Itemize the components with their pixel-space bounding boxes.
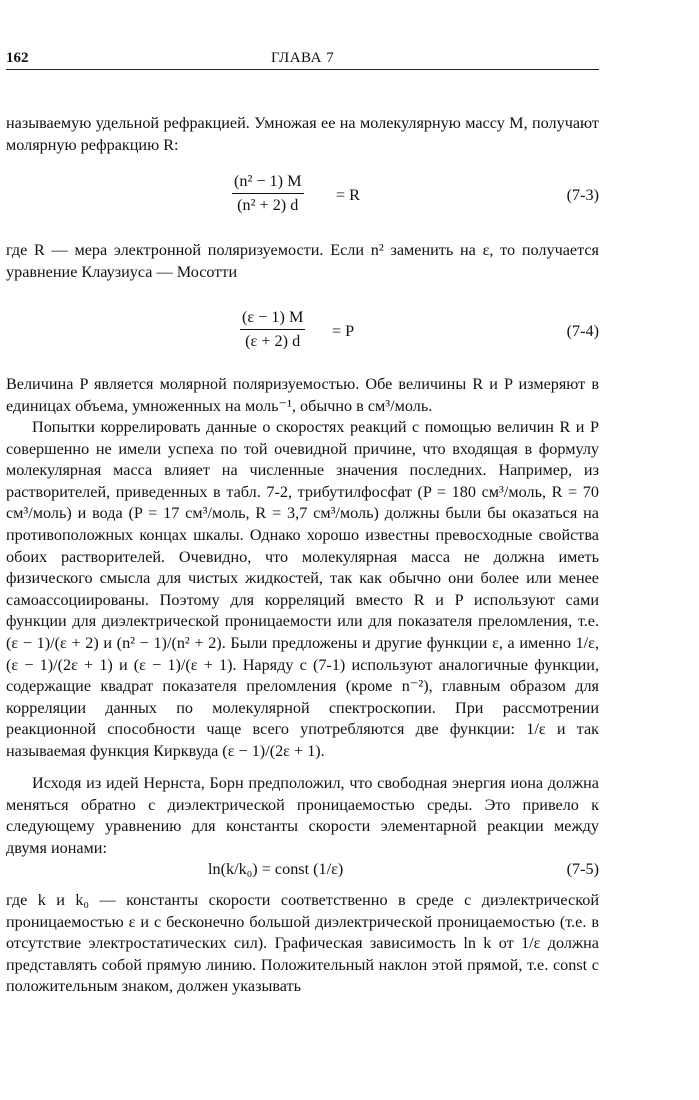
page-header [6,50,599,70]
equation-rhs: = P [332,322,355,340]
fraction-7-3 [232,172,304,215]
equation-7-4 [6,306,599,362]
fraction-denominator: (n² + 2) d [237,196,299,214]
paragraph-1: называемую удельной рефракцией. Умножая ее на молекулярную массу M, получают молярную рефракцию R: [6,114,599,154]
paragraph-4: Попытки коррелировать данные о скоростях реакций с помощью величин R и P совершенно не имели успеха по той очевидной причине, что входящая в формулу молекулярная масса влияет на численные значения последних. Например, из растворителей, приведенных в табл. 7-2, трибутилфосфат (P = 180 см³/моль, R = 70 см³/моль) и вода (P = 17 см³/моль, R = 3,7 см³/моль) должны были бы оказаться на противоположных концах шкалы. Однако хорошо известны превосходные свойства обоих растворителей. Очевидно, что молекулярная масса не должна иметь физического смысла для чистых жидкостей, так как обычно они более или менее самоассоциированы. Поэтому для корреляций вместо R и P используют сами функции для диэлектрической проницаемости или для показателя преломления, т.е. (ε − 1)/(ε + 2) и (n² − 1)/(n² + 2). Были предложены и другие функции ε, а именно 1/ε, (ε − 1)/(2ε + 1) и (ε − 1)/(ε + 1). Наряду с (7-1) используют аналогичные функции, содержащие квадрат показателя преломления (кроме n⁻²), главным образом для корреляции данных по молекулярной спектроскопии. При рассмотрении реакционной способности чаще всего употребляются две функции: 1/ε и так называемая функция Кирквуда (ε − 1)/(2ε + 1). [6,418,599,760]
header-rule [6,69,599,70]
equation-7-5 [6,860,599,884]
fraction-bar [232,193,304,194]
chapter-title: ГЛАВА 7 [271,50,335,66]
equation-number: (7-3) [566,186,599,204]
fraction-bar [240,329,305,330]
fraction-7-4 [240,308,305,351]
equation-expression: ln(k/k₀) = const (1/ε) [208,860,344,878]
paragraph-5: Исходя из идей Нернста, Борн предположил, что свободная энергия иона должна меняться обратно с диэлектрической проницаемостью среды. Это привело к следующему уравнению для константы скорости элементарной реакции между двумя ионами: [6,774,599,857]
fraction-denominator: (ε + 2) d [245,332,301,350]
paragraph-6: где k и k₀ — константы скорости соответственно в среде с диэлектрической проницаемостью ε и с бесконечно большой диэлектрической проницаемостью (т.е. в отсутствие электростатических сил). Графическая зависимость ln k от 1/ε должна представлять собой прямую линию. Положительный наклон этой прямой, т.е. const с положительным знаком, должен указывать [6,891,599,996]
equation-number: (7-4) [566,322,599,340]
equation-number: (7-5) [566,860,599,878]
paragraph-3: Величина P является молярной поляризуемостью. Обе величины R и P измеряют в единицах объема, умноженных на моль⁻¹, обычно в см³/моль. [6,375,599,415]
paragraph-2: где R — мера электронной поляризуемости. Если n² заменить на ε, то получается уравнение Клаузиуса — Мосотти [6,241,599,281]
equation-7-3 [6,170,599,226]
page-number: 162 [6,50,29,66]
fraction-numerator: (n² − 1) M [234,172,302,190]
fraction-numerator: (ε − 1) M [242,308,304,326]
equation-rhs: = R [336,186,360,204]
